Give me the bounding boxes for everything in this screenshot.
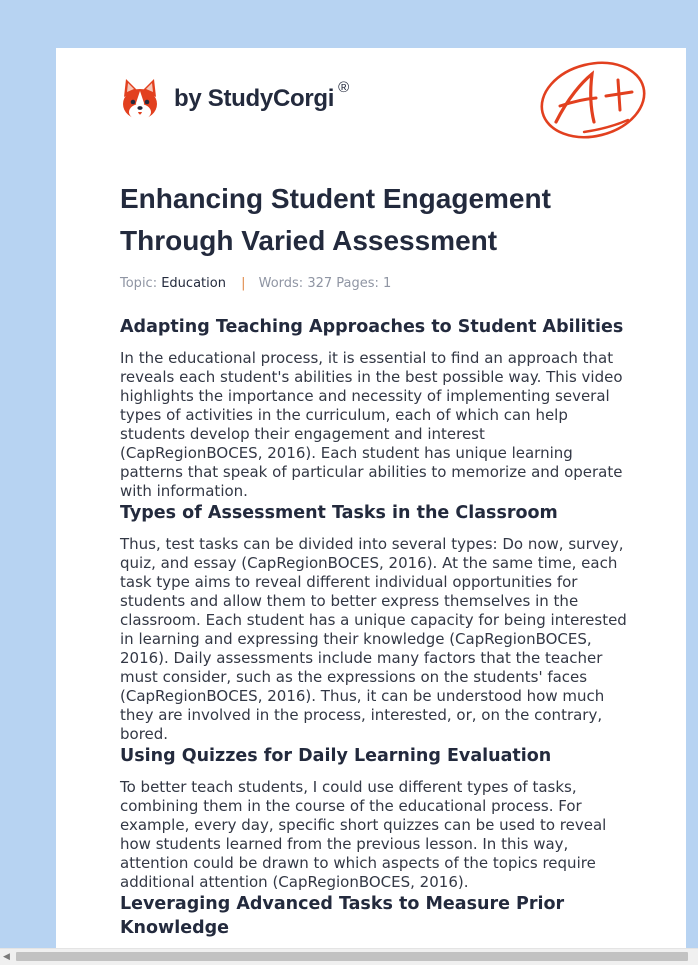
- scroll-left-arrow-icon[interactable]: ◀: [3, 952, 10, 962]
- page-count: Pages: 1: [336, 276, 392, 291]
- essay-meta: [120, 276, 630, 291]
- a-plus-grade-icon: [538, 58, 650, 142]
- corgi-icon: [120, 77, 160, 121]
- document-page: [56, 48, 686, 950]
- meta-separator: |: [241, 276, 246, 291]
- topic-label: Topic:: [120, 276, 158, 291]
- studycorgi-logo[interactable]: [120, 76, 349, 122]
- word-count: Words: 327: [258, 276, 333, 291]
- essay-section: [120, 892, 630, 940]
- section-heading: Using Quizzes for Daily Learning Evaluation: [120, 746, 552, 766]
- section-heading: Leveraging Advanced Tasks to Measure Prior Knowledge: [120, 894, 565, 938]
- brand-text: by StudyCorgi: [174, 85, 335, 112]
- essay-section: [120, 315, 630, 501]
- essay-content: [120, 178, 630, 940]
- essay-section: [120, 744, 630, 892]
- scrollbar-thumb[interactable]: [16, 952, 688, 961]
- horizontal-scrollbar[interactable]: [0, 948, 698, 965]
- brand-name: [174, 79, 349, 113]
- topic-link[interactable]: Education: [161, 276, 226, 291]
- registered-mark: ®: [338, 79, 349, 96]
- section-paragraph: Thus, test tasks can be divided into several types: Do now, survey, quiz, and essay (CapRegionBOCES, 2016). At the same time, each task type aims to reveal different individual opportunities for students and allow them to better express themselves in the classroom. Each student has a unique capacity for being interested in learning and expressing their knowledge (CapRegionBOCES, 2016). Daily assessments include many factors that the teacher must consider, such as the expressions on the students' faces (CapRegionBOCES, 2016). Thus, it can be understood how much they are involved in the process, interested, or, on the contrary, bored.: [120, 535, 627, 743]
- section-paragraph: In the educational process, it is essential to find an approach that reveals each student's abilities in the best possible way. This video highlights the importance and necessity of implementing several types of activities in the curriculum, each of which can help students develop their engagement and interest (CapRegionBOCES, 2016). Each student has unique learning patterns that speak of particular abilities to memorize and operate with information.: [120, 349, 623, 500]
- essay-section: [120, 501, 630, 744]
- section-paragraph: To better teach students, I could use different types of tasks, combining them in the course of the educational process. For example, every day, specific short quizzes can be used to reveal how students learned from the previous lesson. In this way, attention could be drawn to which aspects of the topics require additional attention (CapRegionBOCES, 2016).: [120, 778, 607, 891]
- essay-title: Enhancing Student Engagement Through Varied Assessment: [120, 183, 551, 256]
- section-heading: Types of Assessment Tasks in the Classroom: [120, 503, 558, 523]
- section-heading: Adapting Teaching Approaches to Student Abilities: [120, 317, 624, 337]
